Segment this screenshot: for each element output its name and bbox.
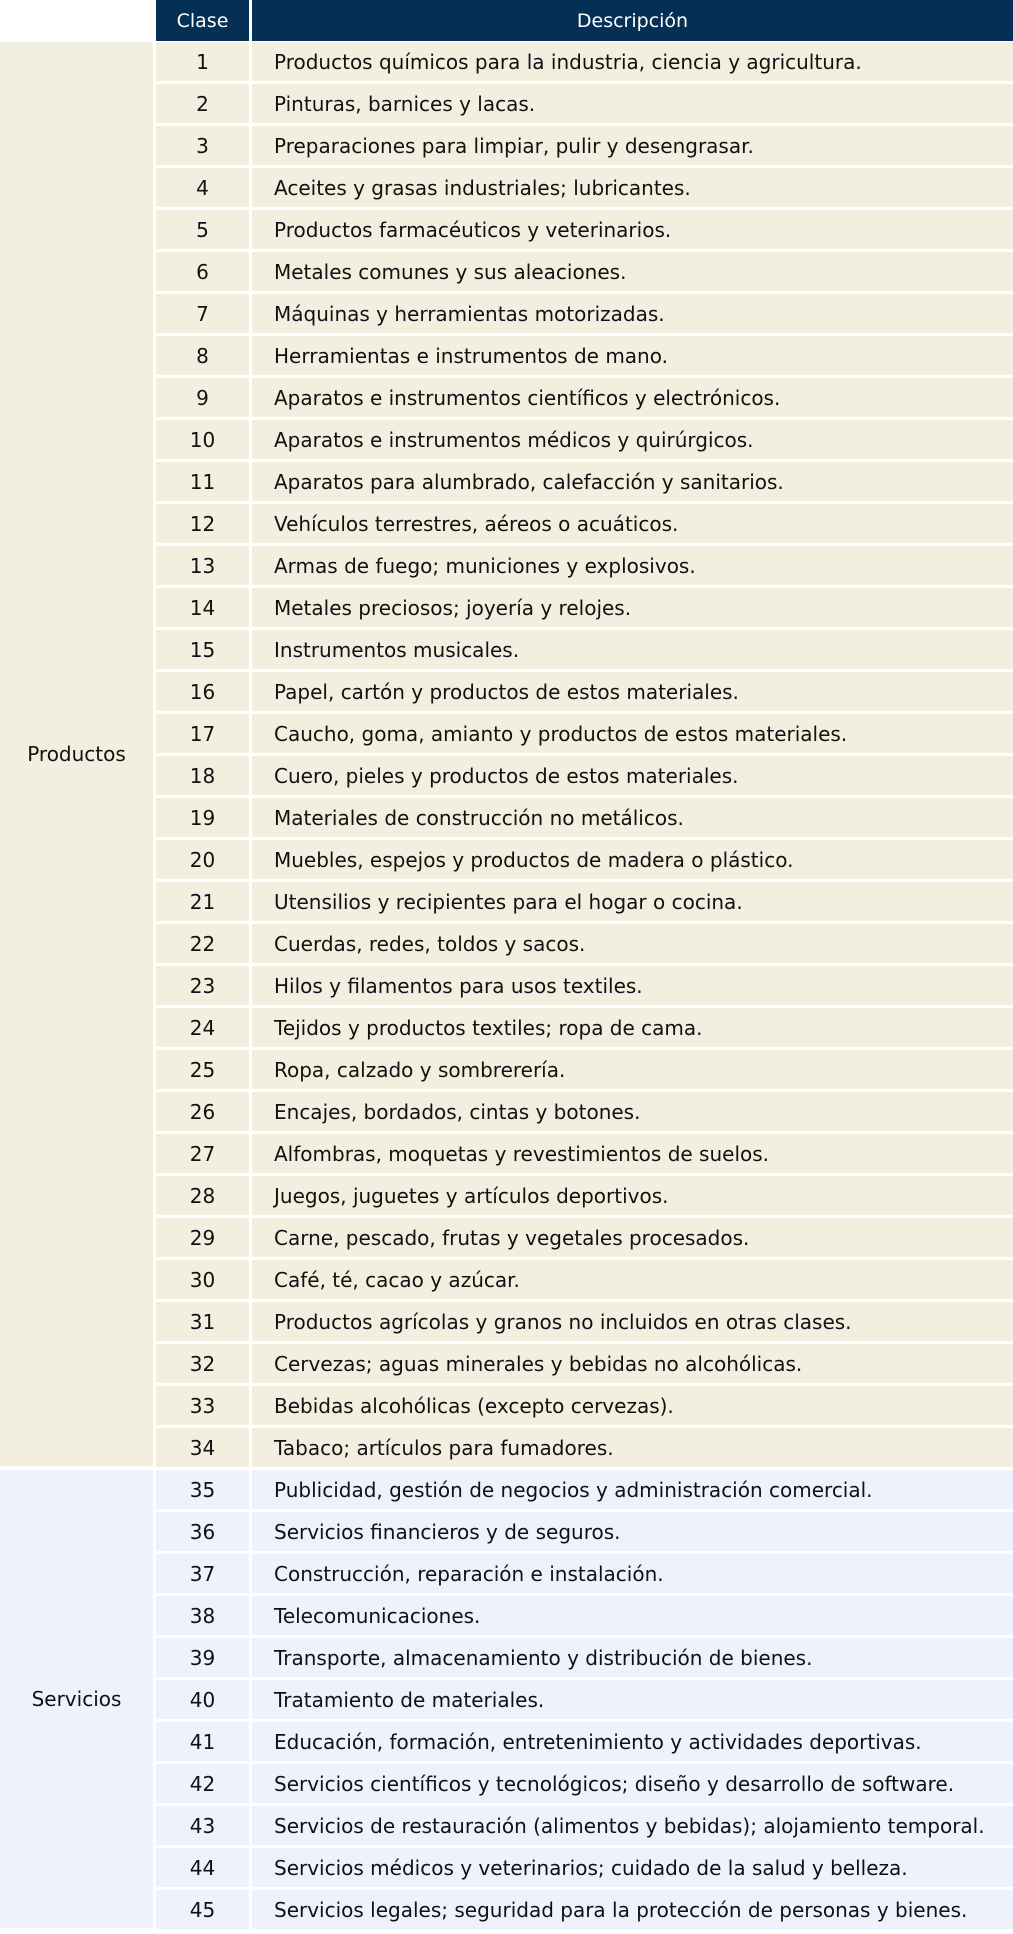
- class-description: Herramientas e instrumentos de mano.: [249, 336, 1013, 378]
- class-number: 13: [153, 546, 249, 588]
- class-number: 31: [153, 1302, 249, 1344]
- header-clase: Clase: [153, 0, 249, 41]
- class-description: Hilos y filamentos para usos textiles.: [249, 966, 1013, 1008]
- class-number: 35: [153, 1470, 249, 1512]
- class-description: Utensilios y recipientes para el hogar o cocina.: [249, 882, 1013, 924]
- class-description: Educación, formación, entretenimiento y actividades deportivas.: [249, 1722, 1013, 1764]
- class-description: Tratamiento de materiales.: [249, 1680, 1013, 1722]
- class-description: Carne, pescado, frutas y vegetales procesados.: [249, 1218, 1013, 1260]
- class-number: 38: [153, 1596, 249, 1638]
- class-number: 7: [153, 294, 249, 336]
- class-number: 2: [153, 84, 249, 126]
- class-number: 15: [153, 630, 249, 672]
- class-number: 1: [153, 42, 249, 84]
- class-number: 24: [153, 1008, 249, 1050]
- class-number: 9: [153, 378, 249, 420]
- class-number: 17: [153, 714, 249, 756]
- class-description: Papel, cartón y productos de estos materiales.: [249, 672, 1013, 714]
- class-number: 20: [153, 840, 249, 882]
- group-label-productos: Productos: [0, 42, 153, 1470]
- class-number: 28: [153, 1176, 249, 1218]
- class-description: Máquinas y herramientas motorizadas.: [249, 294, 1013, 336]
- class-number: 22: [153, 924, 249, 966]
- class-description: Productos agrícolas y granos no incluidos en otras clases.: [249, 1302, 1013, 1344]
- class-description: Muebles, espejos y productos de madera o plástico.: [249, 840, 1013, 882]
- class-description: Bebidas alcohólicas (excepto cervezas).: [249, 1386, 1013, 1428]
- class-number: 19: [153, 798, 249, 840]
- class-description: Servicios de restauración (alimentos y bebidas); alojamiento temporal.: [249, 1806, 1013, 1848]
- class-number: 23: [153, 966, 249, 1008]
- class-number: 41: [153, 1722, 249, 1764]
- class-description: Ropa, calzado y sombrerería.: [249, 1050, 1013, 1092]
- class-description: Servicios financieros y de seguros.: [249, 1512, 1013, 1554]
- class-description: Aparatos e instrumentos científicos y electrónicos.: [249, 378, 1013, 420]
- class-description: Transporte, almacenamiento y distribución de bienes.: [249, 1638, 1013, 1680]
- class-description: Armas de fuego; municiones y explosivos.: [249, 546, 1013, 588]
- class-description: Materiales de construcción no metálicos.: [249, 798, 1013, 840]
- class-number: 4: [153, 168, 249, 210]
- class-number: 3: [153, 126, 249, 168]
- class-number: 33: [153, 1386, 249, 1428]
- class-number: 6: [153, 252, 249, 294]
- class-description: Metales comunes y sus aleaciones.: [249, 252, 1013, 294]
- class-description: Aparatos para alumbrado, calefacción y sanitarios.: [249, 462, 1013, 504]
- class-description: Cuero, pieles y productos de estos materiales.: [249, 756, 1013, 798]
- class-number: 30: [153, 1260, 249, 1302]
- class-description: Servicios legales; seguridad para la protección de personas y bienes.: [249, 1890, 1013, 1932]
- class-description: Caucho, goma, amianto y productos de estos materiales.: [249, 714, 1013, 756]
- class-description: Aceites y grasas industriales; lubricantes.: [249, 168, 1013, 210]
- class-description: Servicios científicos y tecnológicos; diseño y desarrollo de software.: [249, 1764, 1013, 1806]
- class-description: Alfombras, moquetas y revestimientos de suelos.: [249, 1134, 1013, 1176]
- class-number: 45: [153, 1890, 249, 1932]
- class-description: Telecomunicaciones.: [249, 1596, 1013, 1638]
- class-number: 25: [153, 1050, 249, 1092]
- class-number: 43: [153, 1806, 249, 1848]
- class-description: Servicios médicos y veterinarios; cuidado de la salud y belleza.: [249, 1848, 1013, 1890]
- class-number: 21: [153, 882, 249, 924]
- class-description: Aparatos e instrumentos médicos y quirúrgicos.: [249, 420, 1013, 462]
- class-description: Construcción, reparación e instalación.: [249, 1554, 1013, 1596]
- class-number: 14: [153, 588, 249, 630]
- class-description: Vehículos terrestres, aéreos o acuáticos.: [249, 504, 1013, 546]
- class-number: 5: [153, 210, 249, 252]
- class-description: Cuerdas, redes, toldos y sacos.: [249, 924, 1013, 966]
- class-description: Preparaciones para limpiar, pulir y desengrasar.: [249, 126, 1013, 168]
- class-number: 8: [153, 336, 249, 378]
- group-label-servicios: Servicios: [0, 1470, 153, 1932]
- class-description: Tabaco; artículos para fumadores.: [249, 1428, 1013, 1470]
- class-number: 26: [153, 1092, 249, 1134]
- class-number: 29: [153, 1218, 249, 1260]
- class-number: 27: [153, 1134, 249, 1176]
- class-number: 44: [153, 1848, 249, 1890]
- class-description: Productos farmacéuticos y veterinarios.: [249, 210, 1013, 252]
- class-number: 40: [153, 1680, 249, 1722]
- class-number: 36: [153, 1512, 249, 1554]
- header-spacer: [0, 0, 153, 42]
- class-description: Productos químicos para la industria, ciencia y agricultura.: [249, 42, 1013, 84]
- class-description: Juegos, juguetes y artículos deportivos.: [249, 1176, 1013, 1218]
- class-number: 42: [153, 1764, 249, 1806]
- class-number: 32: [153, 1344, 249, 1386]
- class-description: Publicidad, gestión de negocios y administración comercial.: [249, 1470, 1013, 1512]
- class-description: Instrumentos musicales.: [249, 630, 1013, 672]
- header-descripcion: Descripción: [249, 0, 1013, 41]
- class-description: Cervezas; aguas minerales y bebidas no alcohólicas.: [249, 1344, 1013, 1386]
- class-description: Café, té, cacao y azúcar.: [249, 1260, 1013, 1302]
- class-number: 18: [153, 756, 249, 798]
- class-description: Pinturas, barnices y lacas.: [249, 84, 1013, 126]
- class-number: 10: [153, 420, 249, 462]
- class-number: 11: [153, 462, 249, 504]
- class-number: 16: [153, 672, 249, 714]
- class-number: 34: [153, 1428, 249, 1470]
- class-number: 39: [153, 1638, 249, 1680]
- class-number: 12: [153, 504, 249, 546]
- class-description: Tejidos y productos textiles; ropa de cama.: [249, 1008, 1013, 1050]
- class-description: Encajes, bordados, cintas y botones.: [249, 1092, 1013, 1134]
- class-number: 37: [153, 1554, 249, 1596]
- class-description: Metales preciosos; joyería y relojes.: [249, 588, 1013, 630]
